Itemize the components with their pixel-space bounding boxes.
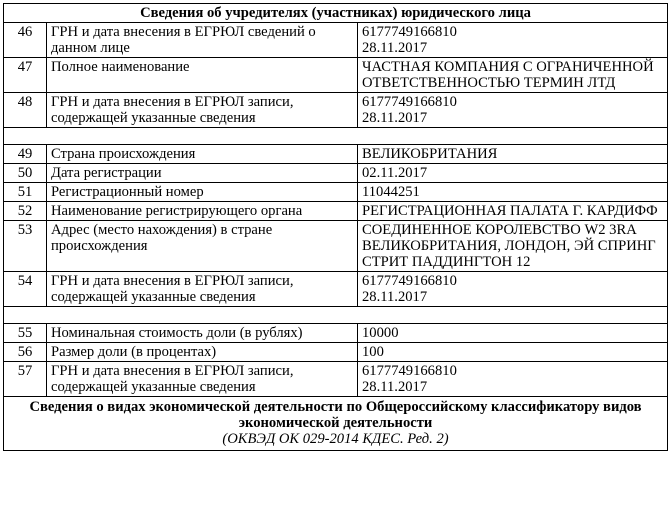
row-value: 02.11.2017 (358, 164, 668, 183)
table-row (4, 362, 668, 397)
row-label: ГРН и дата внесения в ЕГРЮЛ записи, содержащей указанные сведения (47, 272, 358, 307)
row-value: РЕГИСТРАЦИОННАЯ ПАЛАТА Г. КАРДИФФ (358, 202, 668, 221)
row-label: ГРН и дата внесения в ЕГРЮЛ сведений о данном лице (47, 23, 358, 58)
row-number: 51 (4, 183, 47, 202)
date-value: 28.11.2017 (362, 40, 428, 56)
row-value (358, 362, 668, 397)
row-value: 100 (358, 343, 668, 362)
row-number: 54 (4, 272, 47, 307)
table-row (4, 202, 668, 221)
row-label: Номинальная стоимость доли (в рублях) (47, 324, 358, 343)
row-value (358, 93, 668, 128)
row-label: Регистрационный номер (47, 183, 358, 202)
okved-section-title: Сведения о видах экономической деятельности по Общероссийскому классификатору видов экономической деятельности (29, 399, 642, 431)
row-number: 47 (4, 58, 47, 93)
table-row (4, 93, 668, 128)
row-label: Наименование регистрирующего органа (47, 202, 358, 221)
row-number: 52 (4, 202, 47, 221)
row-label: ГРН и дата внесения в ЕГРЮЛ записи, содержащей указанные сведения (47, 93, 358, 128)
row-label: Дата регистрации (47, 164, 358, 183)
row-label: Страна происхождения (47, 145, 358, 164)
egrul-extract-table (3, 3, 668, 451)
row-value (358, 272, 668, 307)
grn-value: 6177749166810 (362, 363, 457, 379)
row-value: ЧАСТНАЯ КОМПАНИЯ С ОГРАНИЧЕННОЙ ОТВЕТСТВЕННОСТЬЮ ТЕРМИН ЛТД (358, 58, 668, 93)
row-number: 48 (4, 93, 47, 128)
row-value: ВЕЛИКОБРИТАНИЯ (358, 145, 668, 164)
table-row (4, 183, 668, 202)
spacer-row (4, 307, 668, 324)
row-number: 49 (4, 145, 47, 164)
row-number: 56 (4, 343, 47, 362)
grn-value: 6177749166810 (362, 24, 457, 40)
date-value: 28.11.2017 (362, 379, 428, 395)
row-number: 46 (4, 23, 47, 58)
table-row (4, 164, 668, 183)
row-label: Адрес (место нахождения) в стране происхождения (47, 221, 358, 272)
section-footer-row (4, 397, 668, 451)
section-header-okved (4, 397, 668, 451)
okved-section-subtitle: (ОКВЭД ОК 029-2014 КДЕС. Ред. 2) (222, 431, 449, 447)
table-row (4, 23, 668, 58)
table-row (4, 221, 668, 272)
row-value: 11044251 (358, 183, 668, 202)
date-value: 28.11.2017 (362, 110, 428, 126)
table-row (4, 324, 668, 343)
empty-separator (4, 307, 668, 324)
table-row (4, 58, 668, 93)
row-label: ГРН и дата внесения в ЕГРЮЛ записи, содержащей указанные сведения (47, 362, 358, 397)
row-label: Полное наименование (47, 58, 358, 93)
row-number: 55 (4, 324, 47, 343)
grn-value: 6177749166810 (362, 94, 457, 110)
row-value: 10000 (358, 324, 668, 343)
spacer-row (4, 128, 668, 145)
row-number: 53 (4, 221, 47, 272)
row-number: 50 (4, 164, 47, 183)
row-number: 57 (4, 362, 47, 397)
grn-value: 6177749166810 (362, 273, 457, 289)
row-value: СОЕДИНЕННОЕ КОРОЛЕВСТВО W2 3RA ВЕЛИКОБРИТАНИЯ, ЛОНДОН, ЭЙ СПРИНГ СТРИТ ПАДДИНГТОН 12 (358, 221, 668, 272)
section-header-row (4, 4, 668, 23)
row-label: Размер доли (в процентах) (47, 343, 358, 362)
table-row (4, 272, 668, 307)
section-header-founders: Сведения об учредителях (участниках) юридического лица (4, 4, 668, 23)
row-value (358, 23, 668, 58)
table-row (4, 343, 668, 362)
empty-separator (4, 128, 668, 145)
date-value: 28.11.2017 (362, 289, 428, 305)
table-row (4, 145, 668, 164)
